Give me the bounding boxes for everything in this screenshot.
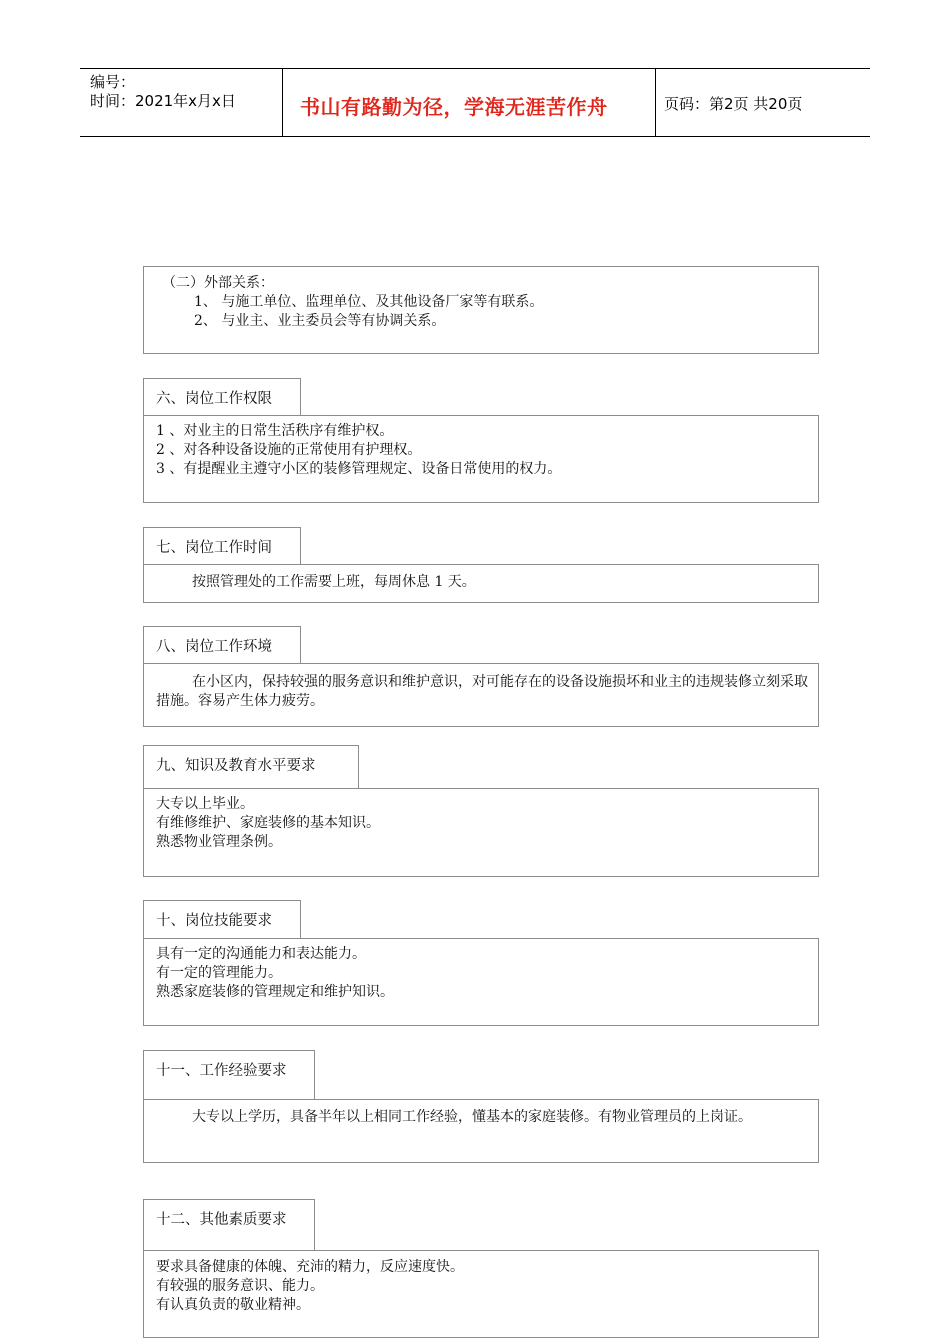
section-title-education: 九、知识及教育水平要求: [143, 745, 359, 789]
other-qualities-line: 要求具备健康的体魄、充沛的精力，反应速度快。: [156, 1259, 464, 1275]
work-hours-text: 按照管理处的工作需要上班，每周休息 1 天。: [192, 574, 476, 590]
education-line: 有维修维护、家庭装修的基本知识。: [156, 815, 380, 831]
section-title-experience: 十一、工作经验要求: [143, 1050, 315, 1100]
education-line: 大专以上毕业。: [156, 796, 254, 812]
section-body-other-qualities: [143, 1250, 819, 1338]
external-relations-box: [143, 266, 819, 354]
experience-text: 大专以上学历，具备半年以上相同工作经验，懂基本的家庭装修。有物业管理员的上岗证。: [192, 1109, 752, 1125]
section-title-authority: 六、岗位工作权限: [143, 378, 301, 416]
section-body-skills: [143, 938, 819, 1026]
authority-line: 2 、对各种设备设施的正常使用有护理权。: [156, 442, 422, 458]
section-title-other-qualities: 十二、其他素质要求: [143, 1199, 315, 1251]
section-body-education: [143, 788, 819, 877]
page-number-label: 页码：第2页 共20页: [664, 95, 803, 113]
other-qualities-line: 有认真负责的敬业精神。: [156, 1297, 310, 1313]
authority-line: 1 、对业主的日常生活秩序有维护权。: [156, 423, 394, 439]
skills-line: 具有一定的沟通能力和表达能力。: [156, 946, 366, 962]
skills-line: 有一定的管理能力。: [156, 965, 282, 981]
external-relations-heading: （二）外部关系：: [162, 275, 274, 291]
education-line: 熟悉物业管理条例。: [156, 834, 282, 850]
section-body-experience: [143, 1099, 819, 1163]
header-divider-right: [655, 68, 656, 136]
document-number-label: 编号：: [90, 73, 136, 91]
section-body-authority: [143, 415, 819, 503]
other-qualities-line: 有较强的服务意识、能力。: [156, 1278, 324, 1294]
section-title-environment: 八、岗位工作环境: [143, 626, 301, 664]
external-relation-item: 1、 与施工单位、监理单位、及其他设备厂家等有联系。: [194, 294, 544, 310]
external-relation-item: 2、 与业主、业主委员会等有协调关系。: [194, 313, 446, 329]
section-body-work-hours: [143, 564, 819, 603]
environment-text: 在小区内，保持较强的服务意识和维护意识，对可能存在的设备设施损坏和业主的违规装修立刻采取措施。容易产生体力疲劳。: [156, 674, 808, 709]
section-title-work-hours: 七、岗位工作时间: [143, 527, 301, 565]
header-motto: 书山有路勤为径，学海无涯苦作舟: [300, 95, 608, 119]
section-title-skills: 十、岗位技能要求: [143, 900, 301, 939]
skills-line: 熟悉家庭装修的管理规定和维护知识。: [156, 984, 394, 1000]
section-body-environment: [143, 663, 819, 727]
document-time-label: 时间：2021年x月x日: [90, 92, 236, 110]
header-top-rule: [80, 68, 870, 69]
header-divider-left: [282, 68, 283, 136]
authority-line: 3 、有提醒业主遵守小区的装修管理规定、设备日常使用的权力。: [156, 461, 562, 477]
header-bottom-rule: [80, 136, 870, 137]
